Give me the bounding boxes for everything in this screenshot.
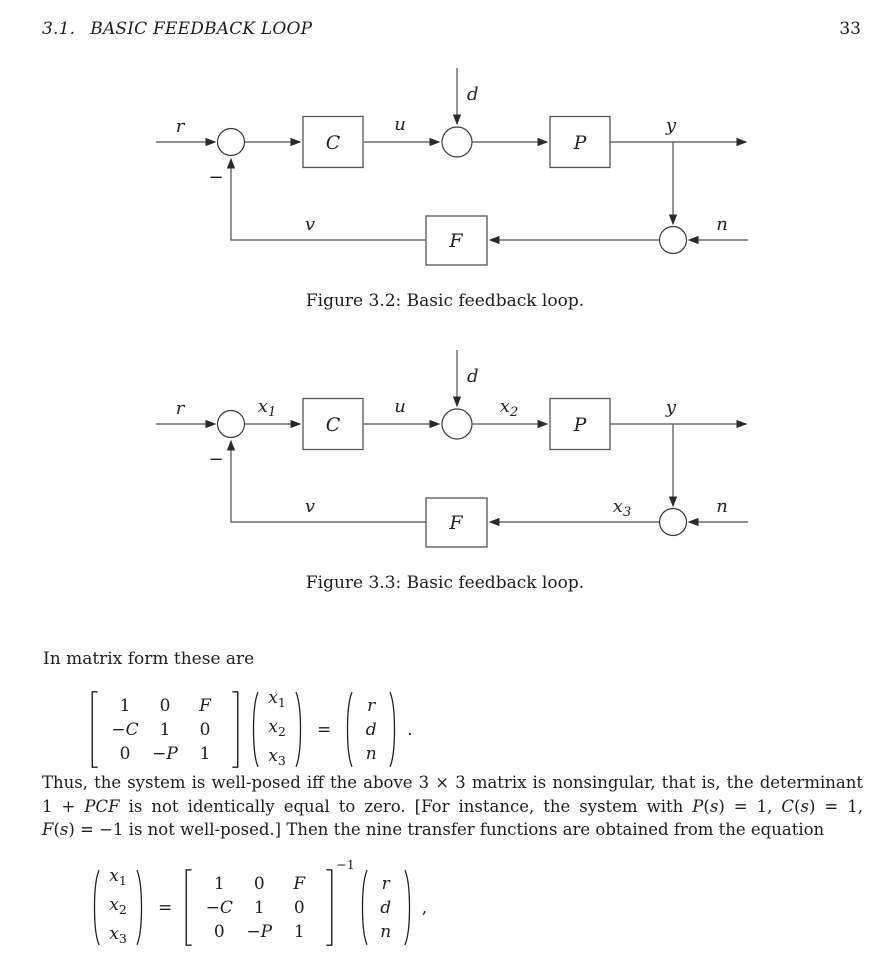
inverse-exponent: −1 (336, 857, 355, 872)
figure-3-2-diagram (140, 58, 760, 280)
filter-label: F (449, 230, 463, 252)
math-segment: s (59, 820, 69, 839)
u-label: u (394, 396, 406, 417)
right-bracket (325, 869, 334, 946)
summing-junction-3 (660, 227, 687, 254)
matrix-cell: −P (152, 743, 178, 764)
figure-3-3-caption: Figure 3.3: Basic feedback loop. (305, 573, 585, 593)
text-segment: is not identically equal to zero. [For instance, the system with (119, 796, 693, 816)
summing-junction-3 (660, 509, 687, 536)
r-label: r (175, 398, 185, 419)
x1-label (258, 396, 276, 420)
vector-cell: r (381, 873, 390, 894)
vector-cell (107, 864, 129, 893)
figure-3-3-diagram (140, 340, 760, 562)
matrix-cell: 1 (119, 695, 131, 716)
math-segment: s (800, 796, 809, 816)
x2-base: x (109, 895, 119, 915)
vector-cell: n (380, 921, 392, 942)
section-number: 3.1. (42, 19, 76, 39)
minus-sign: − (208, 167, 224, 188)
x1-subscript: 1 (277, 695, 286, 710)
vector-cell: d (380, 897, 392, 918)
vector-cell: d (365, 719, 377, 740)
x3-subscript: 3 (118, 931, 127, 946)
equation-comma: , (421, 897, 428, 918)
text-segment: ( (53, 820, 60, 839)
text-segment: ) = −1 is not well-posed.] Then the nine transfer functions are obtained from the equation (68, 820, 825, 839)
summing-junction-2 (442, 409, 472, 439)
matrix-cell: 1 (293, 921, 305, 942)
summing-junction-1 (218, 411, 245, 438)
v-label: v (304, 214, 316, 235)
right-bracket (231, 691, 240, 768)
matrix-cell: F (199, 695, 211, 716)
matrix-cell: −P (246, 921, 273, 942)
minus-sign: − (208, 449, 224, 470)
x1-base: x (257, 396, 268, 417)
d-label: d (467, 84, 479, 105)
right-paren (136, 869, 146, 946)
summing-junction-2 (442, 127, 472, 157)
vector-cell (266, 744, 288, 773)
x2-subscript: 2 (118, 902, 127, 917)
text-segment: 1 + (42, 796, 85, 816)
intro-text: In matrix form these are (43, 649, 255, 669)
y-label: y (665, 397, 677, 418)
x3-base: x (109, 924, 119, 944)
matrix-cell: 1 (213, 873, 225, 894)
right-paren (404, 869, 414, 946)
matrix-cell: 0 (293, 897, 305, 918)
left-bracket (90, 691, 99, 768)
x3-subscript: 3 (277, 753, 286, 768)
coefficient-matrix (99, 694, 231, 766)
x3-base: x (612, 496, 623, 517)
vector-cell (266, 715, 288, 744)
matrix-equation-2 (90, 857, 428, 951)
math-segment: F (42, 820, 54, 839)
math-segment: s (709, 796, 719, 816)
left-paren (90, 869, 100, 946)
math-segment: P (692, 796, 704, 816)
feedback-wire (231, 441, 426, 522)
vector-cell: n (365, 743, 377, 764)
text-segment: ( (703, 796, 710, 816)
filter-label: F (449, 512, 463, 534)
matrix-cell: 0 (213, 921, 225, 942)
n-label: n (716, 496, 728, 517)
matrix-cell: −C (205, 897, 233, 918)
math-segment: C (781, 796, 795, 816)
page-number: 33 (839, 19, 861, 39)
vector-cell (107, 922, 129, 951)
summing-junction-1 (218, 129, 245, 156)
matrix-cell: 1 (253, 897, 265, 918)
input-vector (353, 694, 389, 766)
equation-period: . (407, 719, 413, 740)
x2-subscript: 2 (509, 405, 519, 420)
controller-label: C (325, 414, 341, 436)
x2-label (500, 396, 518, 420)
matrix-cell: 0 (253, 873, 265, 894)
vector-cell: r (367, 695, 376, 716)
x3-label (613, 496, 631, 520)
coefficient-matrix (193, 872, 325, 944)
u-label: u (394, 114, 406, 135)
matrix-equation-1 (90, 686, 413, 773)
x1-base: x (109, 866, 119, 886)
text-segment: ) = 1, (718, 796, 782, 816)
n-label: n (716, 214, 728, 235)
controller-label: C (325, 132, 341, 154)
section-title: BASIC FEEDBACK LOOP (90, 19, 313, 39)
matrix-cell: −C (111, 719, 139, 740)
y-label: y (665, 115, 677, 136)
input-vector (368, 872, 404, 944)
vector-cell (266, 686, 288, 715)
v-label: v (304, 496, 316, 517)
r-label: r (175, 116, 185, 137)
matrix-cell: 0 (119, 743, 131, 764)
paragraph-line-1: Thus, the system is well-posed iff the above 3 × 3 matrix is nonsingular, that is, the determinant (42, 773, 863, 792)
plant-label: P (573, 132, 587, 154)
left-bracket (184, 869, 193, 946)
figure-3-2-caption: Figure 3.2: Basic feedback loop. (305, 291, 585, 311)
running-head (42, 19, 312, 39)
state-vector (100, 864, 136, 951)
math-segment: PCF (84, 796, 120, 816)
paragraph-line-2 (42, 795, 863, 819)
left-paren (343, 691, 353, 768)
matrix-cell: 1 (159, 719, 171, 740)
state-vector (259, 686, 295, 773)
x2-subscript: 2 (277, 724, 286, 739)
feedback-wire (231, 159, 426, 240)
matrix-cell: F (293, 873, 306, 894)
matrix-cell: 1 (199, 743, 211, 764)
text-segment: ) = 1, (808, 796, 863, 816)
x2-base: x (499, 396, 510, 417)
x2-base: x (268, 717, 278, 737)
matrix-cell: 0 (199, 719, 211, 740)
right-paren (389, 691, 399, 768)
plant-label: P (573, 414, 587, 436)
x3-base: x (268, 746, 278, 766)
paragraph-line-3 (42, 818, 863, 842)
text-segment: ( (794, 796, 801, 816)
d-label: d (467, 366, 479, 387)
x1-subscript: 1 (118, 873, 127, 888)
x1-subscript: 1 (267, 405, 277, 420)
vector-cell (107, 893, 129, 922)
x1-base: x (268, 688, 278, 708)
x3-subscript: 3 (622, 505, 632, 520)
left-paren (358, 869, 368, 946)
matrix-cell: 0 (159, 695, 171, 716)
equals-sign: = (317, 719, 332, 740)
body-paragraph (42, 771, 863, 842)
right-paren (295, 691, 305, 768)
left-paren (249, 691, 259, 768)
equals-sign: = (158, 897, 173, 918)
